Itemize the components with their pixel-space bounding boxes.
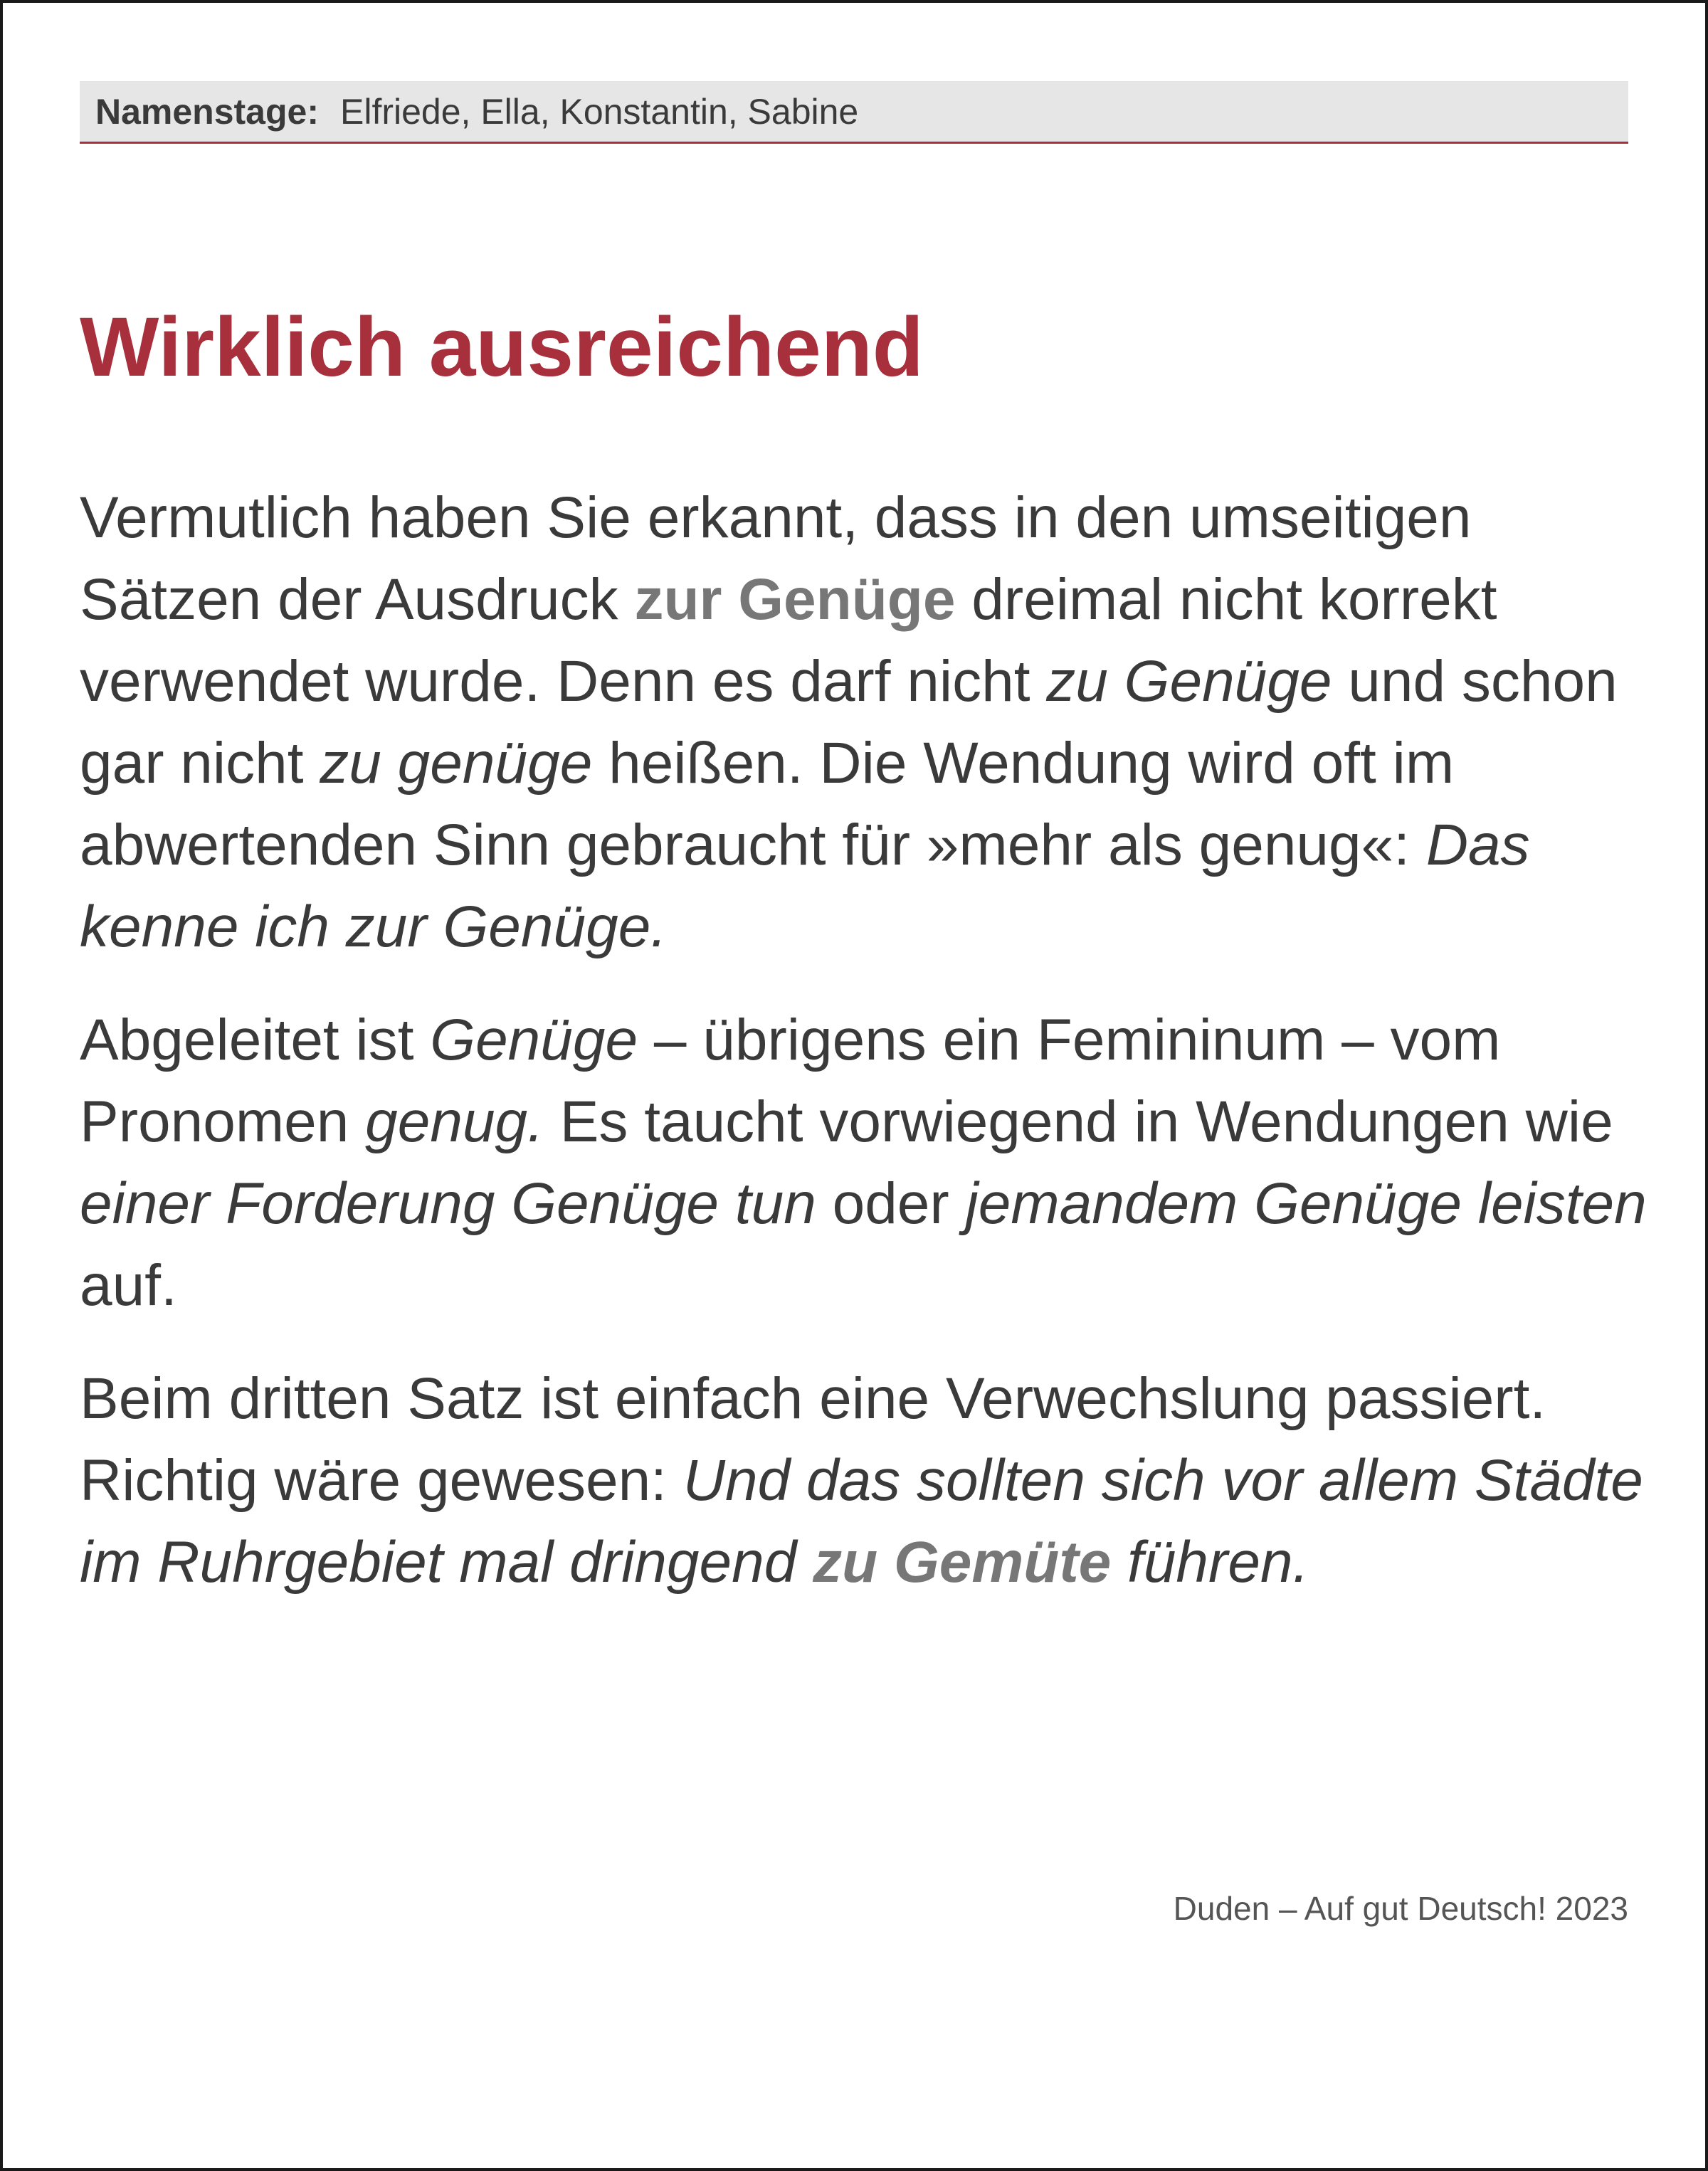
name-days-label: Namenstage: bbox=[95, 91, 319, 132]
text-segment: Vermutlich haben Sie erkannt, dass in den umseitigen Sätzen der Ausdruck bbox=[80, 485, 1488, 632]
italic-example: Genüge bbox=[430, 1008, 638, 1072]
text-segment: und schon gar nicht bbox=[80, 649, 1634, 796]
italic-example: Und das sollten sich vor allem Städte im Ruhrgebiet mal dringend bbox=[80, 1448, 1660, 1595]
text-segment: oder bbox=[816, 1171, 966, 1236]
text-segment: Beim dritten Satz ist einfach eine Verwechslung passiert. Richtig wäre gewesen: bbox=[80, 1366, 1562, 1513]
italic-example: Das kenne ich zur Genüge. bbox=[80, 813, 1546, 959]
paragraph-3 bbox=[80, 1358, 1660, 1603]
text-segment: Es taucht vorwiegend in Wendungen wie bbox=[543, 1089, 1630, 1154]
italic-example: zu Genüge bbox=[1046, 649, 1332, 714]
text-segment: – übrigens ein Femininum – vom Pronomen bbox=[80, 1008, 1517, 1154]
italic-example: einer Forderung Genüge tun bbox=[80, 1171, 816, 1236]
paragraph-2 bbox=[80, 999, 1663, 1326]
article-body bbox=[80, 477, 1663, 1634]
page-title: Wirklich ausreichend bbox=[80, 300, 924, 394]
paragraph-1 bbox=[80, 477, 1652, 968]
text-segment: Abgeleitet ist bbox=[80, 1008, 431, 1072]
italic-example: führen. bbox=[1111, 1530, 1309, 1595]
italic-example: zu genüge bbox=[320, 731, 593, 796]
highlight-phrase: zur Genüge bbox=[634, 567, 956, 632]
text-segment: heißen. Die Wendung wird oft im abwertenden Sinn gebraucht für »mehr als genug«: bbox=[80, 731, 1470, 877]
name-days-bar bbox=[80, 81, 1628, 144]
footer-source: Duden – Auf gut Deutsch! 2023 bbox=[1173, 1890, 1628, 1927]
italic-example: genug. bbox=[365, 1089, 544, 1154]
text-segment: dreimal nicht korrekt verwendet wurde. Denn es darf nicht bbox=[80, 567, 1514, 714]
highlight-phrase: zu Gemüte bbox=[813, 1530, 1112, 1595]
text-segment: auf. bbox=[80, 1171, 1663, 1318]
name-days-list: Elfriede, Ella, Konstantin, Sabine bbox=[340, 91, 859, 132]
italic-example: jemandem Genüge leisten bbox=[965, 1171, 1647, 1236]
